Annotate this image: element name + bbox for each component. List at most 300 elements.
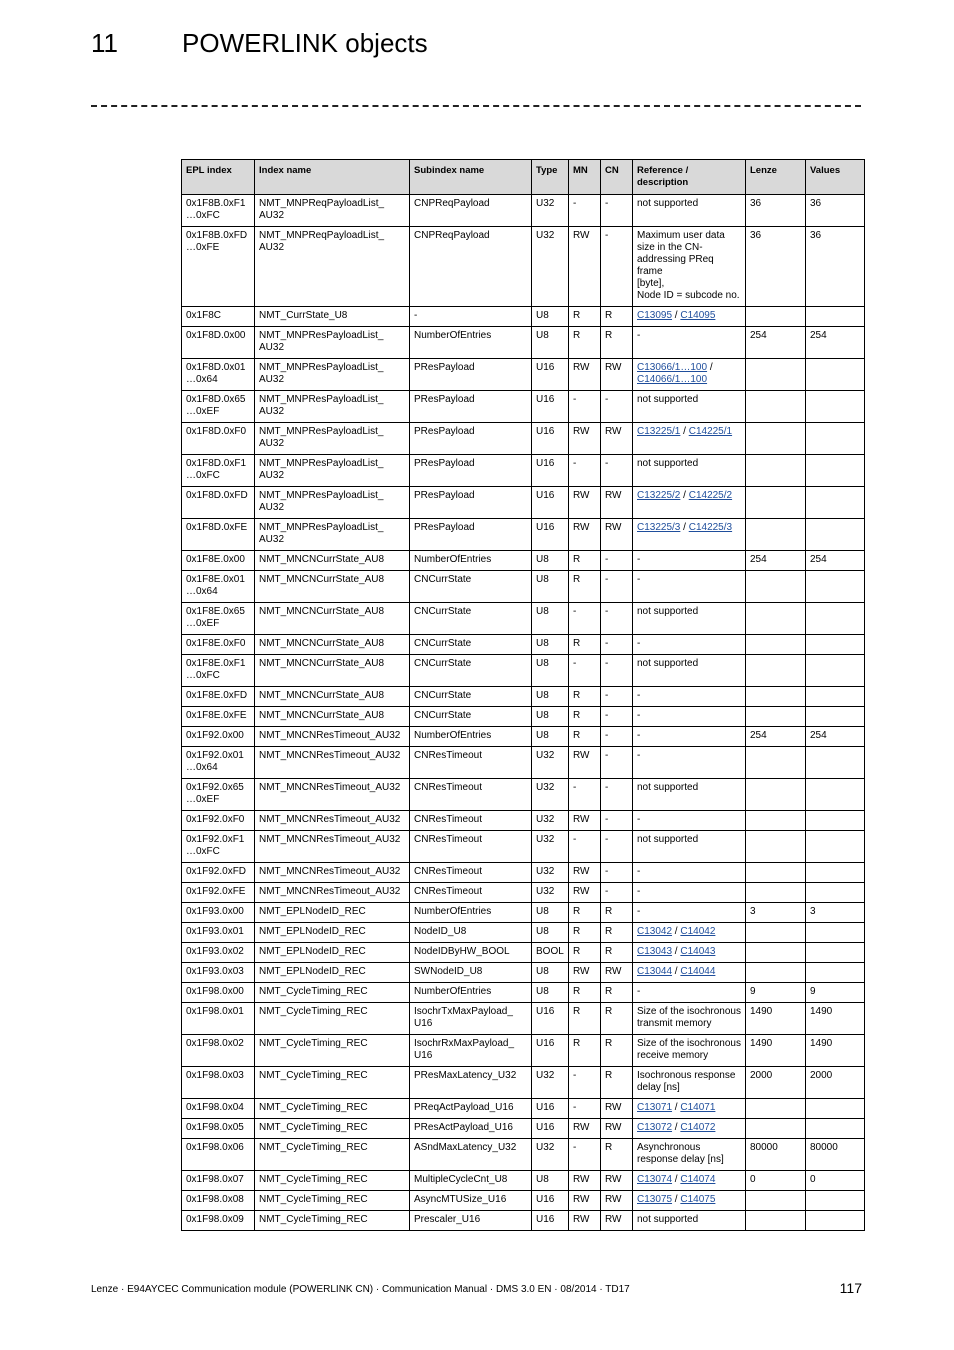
code-link[interactable]: C14071: [680, 1102, 716, 1113]
type-cell: U16: [532, 1191, 569, 1211]
reference-cell: [633, 1191, 746, 1211]
reference-cell: not supported: [633, 831, 746, 863]
reference-cell: -: [633, 551, 746, 571]
reference-cell: not supported: [633, 455, 746, 487]
subindex-name-cell: CNResTimeout: [410, 779, 532, 811]
lenze-cell: [746, 455, 806, 487]
index-name-cell: NMT_MNCNResTimeout_AU32: [255, 811, 410, 831]
reference-line: C13225/1 / C14225/1: [637, 426, 733, 437]
code-link[interactable]: C13225/1: [637, 426, 681, 437]
subindex-name-cell: MultipleCycleCnt_U8: [410, 1171, 532, 1191]
index-name-cell: NMT_CycleTiming_REC: [255, 1035, 410, 1067]
epl-index-cell: 0x1F92.0xF0: [182, 811, 255, 831]
type-cell: U32: [532, 227, 569, 307]
table-row: [182, 1003, 865, 1035]
mn-cell: R: [569, 327, 601, 359]
table-row: [182, 983, 865, 1003]
reference-line: C13042 / C14042: [637, 926, 716, 937]
reference-cell: [633, 923, 746, 943]
subindex-name-cell: CNPReqPayload: [410, 195, 532, 227]
index-name-cell: NMT_CycleTiming_REC: [255, 1067, 410, 1099]
code-link[interactable]: C14225/1: [688, 426, 733, 437]
epl-index-cell: 0x1F8E.0x01 …0x64: [182, 571, 255, 603]
cn-cell: -: [601, 831, 633, 863]
lenze-cell: 3: [746, 903, 806, 923]
type-cell: U8: [532, 551, 569, 571]
type-cell: U16: [532, 423, 569, 455]
table-row: [182, 1171, 865, 1191]
reference-cell: [633, 1119, 746, 1139]
col-header-subindex-name: Subindex name: [410, 160, 532, 195]
index-name-cell: NMT_EPLNodeID_REC: [255, 963, 410, 983]
objects-table: [181, 159, 865, 1231]
type-cell: U16: [532, 359, 569, 391]
table-row: [182, 1119, 865, 1139]
reference-cell: [633, 359, 746, 391]
reference-cell: Asynchronous response delay [ns]: [633, 1139, 746, 1171]
index-name-cell: NMT_MNCNCurrState_AU8: [255, 635, 410, 655]
type-cell: U16: [532, 1119, 569, 1139]
code-link[interactable]: C14095: [680, 310, 716, 321]
lenze-cell: [746, 747, 806, 779]
reference-cell: Size of the isochronous receive memory: [633, 1035, 746, 1067]
mn-cell: RW: [569, 963, 601, 983]
values-cell: [806, 747, 865, 779]
lenze-cell: 36: [746, 227, 806, 307]
cn-cell: -: [601, 571, 633, 603]
mn-cell: RW: [569, 1211, 601, 1231]
index-name-cell: NMT_MNPResPayloadList_ AU32: [255, 423, 410, 455]
cn-cell: -: [601, 747, 633, 779]
mn-cell: R: [569, 903, 601, 923]
mn-cell: RW: [569, 423, 601, 455]
type-cell: U32: [532, 831, 569, 863]
code-link[interactable]: C14042: [680, 926, 716, 937]
epl-index-cell: 0x1F98.0x07: [182, 1171, 255, 1191]
reference-line: C13043 / C14043: [637, 946, 716, 957]
table-row: [182, 455, 865, 487]
type-cell: U32: [532, 747, 569, 779]
lenze-cell: [746, 423, 806, 455]
subindex-name-cell: NumberOfEntries: [410, 727, 532, 747]
values-cell: [806, 1119, 865, 1139]
cn-cell: R: [601, 1003, 633, 1035]
values-cell: [806, 687, 865, 707]
epl-index-cell: 0x1F8D.0xFD: [182, 487, 255, 519]
type-cell: U32: [532, 1139, 569, 1171]
cn-cell: R: [601, 1067, 633, 1099]
header-divider: [91, 105, 861, 107]
code-link[interactable]: C13066/1…100: [637, 362, 708, 373]
type-cell: U16: [532, 519, 569, 551]
mn-cell: R: [569, 707, 601, 727]
reference-cell: -: [633, 811, 746, 831]
mn-cell: -: [569, 603, 601, 635]
cn-cell: RW: [601, 1191, 633, 1211]
lenze-cell: [746, 1119, 806, 1139]
subindex-name-cell: PResActPayload_U16: [410, 1119, 532, 1139]
subindex-name-cell: PResMaxLatency_U32: [410, 1067, 532, 1099]
reference-cell: [633, 1099, 746, 1119]
values-cell: [806, 963, 865, 983]
code-link[interactable]: C13095: [637, 310, 673, 321]
type-cell: U8: [532, 727, 569, 747]
epl-index-cell: 0x1F8D.0x01 …0x64: [182, 359, 255, 391]
mn-cell: RW: [569, 519, 601, 551]
code-link[interactable]: C14043: [680, 946, 716, 957]
type-cell: U16: [532, 487, 569, 519]
cn-cell: -: [601, 391, 633, 423]
reference-cell: -: [633, 327, 746, 359]
cn-cell: -: [601, 779, 633, 811]
mn-cell: RW: [569, 747, 601, 779]
reference-cell: [633, 943, 746, 963]
reference-line: C13225/2 / C14225/2: [637, 490, 733, 501]
index-name-cell: NMT_CycleTiming_REC: [255, 1211, 410, 1231]
mn-cell: R: [569, 727, 601, 747]
mn-cell: RW: [569, 1191, 601, 1211]
index-name-cell: NMT_MNPResPayloadList_ AU32: [255, 519, 410, 551]
type-cell: U16: [532, 391, 569, 423]
lenze-cell: 254: [746, 327, 806, 359]
subindex-name-cell: AsyncMTUSize_U16: [410, 1191, 532, 1211]
lenze-cell: [746, 687, 806, 707]
reference-cell: [633, 423, 746, 455]
cn-cell: RW: [601, 1171, 633, 1191]
code-link[interactable]: C14225/3: [688, 522, 733, 533]
cn-cell: -: [601, 727, 633, 747]
type-cell: U8: [532, 903, 569, 923]
table-row: [182, 1035, 865, 1067]
subindex-name-cell: PResPayload: [410, 423, 532, 455]
type-cell: U32: [532, 195, 569, 227]
lenze-cell: 1490: [746, 1003, 806, 1035]
index-name-cell: NMT_MNPResPayloadList_ AU32: [255, 359, 410, 391]
cn-cell: RW: [601, 519, 633, 551]
type-cell: U32: [532, 779, 569, 811]
table-row: [182, 811, 865, 831]
subindex-name-cell: NodeID_U8: [410, 923, 532, 943]
table-row: [182, 923, 865, 943]
cn-cell: -: [601, 707, 633, 727]
code-link[interactable]: C13225/2: [637, 490, 681, 501]
values-cell: [806, 391, 865, 423]
cn-cell: -: [601, 655, 633, 687]
subindex-name-cell: CNCurrState: [410, 603, 532, 635]
mn-cell: R: [569, 1035, 601, 1067]
type-cell: U32: [532, 863, 569, 883]
table-row: [182, 943, 865, 963]
epl-index-cell: 0x1F8B.0xF1 …0xFC: [182, 195, 255, 227]
table-row: [182, 391, 865, 423]
type-cell: U8: [532, 983, 569, 1003]
index-name-cell: NMT_CycleTiming_REC: [255, 1191, 410, 1211]
type-cell: U8: [532, 687, 569, 707]
subindex-name-cell: CNResTimeout: [410, 863, 532, 883]
epl-index-cell: 0x1F8E.0x65 …0xEF: [182, 603, 255, 635]
values-cell: 254: [806, 551, 865, 571]
mn-cell: R: [569, 983, 601, 1003]
cn-cell: R: [601, 983, 633, 1003]
code-link[interactable]: C14066/1…100: [637, 374, 708, 385]
index-name-cell: NMT_CycleTiming_REC: [255, 1099, 410, 1119]
cn-cell: R: [601, 327, 633, 359]
index-name-cell: NMT_MNPResPayloadList_ AU32: [255, 487, 410, 519]
reference-cell: -: [633, 883, 746, 903]
table-row: [182, 707, 865, 727]
values-cell: 1490: [806, 1003, 865, 1035]
values-cell: 254: [806, 327, 865, 359]
values-cell: [806, 923, 865, 943]
mn-cell: R: [569, 307, 601, 327]
reference-line: C13225/3 / C14225/3: [637, 522, 733, 533]
epl-index-cell: 0x1F8B.0xFD …0xFE: [182, 227, 255, 307]
index-name-cell: NMT_CycleTiming_REC: [255, 1139, 410, 1171]
lenze-cell: 254: [746, 551, 806, 571]
table-row: [182, 747, 865, 779]
type-cell: U32: [532, 883, 569, 903]
index-name-cell: NMT_MNPResPayloadList_ AU32: [255, 391, 410, 423]
reference-cell: -: [633, 903, 746, 923]
values-cell: [806, 519, 865, 551]
values-cell: 0: [806, 1171, 865, 1191]
mn-cell: RW: [569, 227, 601, 307]
table-row: [182, 779, 865, 811]
col-header-values: Values: [806, 160, 865, 195]
epl-index-cell: 0x1F93.0x03: [182, 963, 255, 983]
lenze-cell: [746, 391, 806, 423]
table-row: [182, 227, 865, 307]
mn-cell: RW: [569, 883, 601, 903]
epl-index-cell: 0x1F98.0x06: [182, 1139, 255, 1171]
lenze-cell: [746, 831, 806, 863]
subindex-name-cell: PReqActPayload_U16: [410, 1099, 532, 1119]
index-name-cell: NMT_MNPReqPayloadList_ AU32: [255, 195, 410, 227]
table-row: [182, 635, 865, 655]
cn-cell: R: [601, 307, 633, 327]
subindex-name-cell: Prescaler_U16: [410, 1211, 532, 1231]
values-cell: 3: [806, 903, 865, 923]
reference-line: C13095 / C14095: [637, 310, 716, 321]
lenze-cell: [746, 655, 806, 687]
subindex-name-cell: CNCurrState: [410, 655, 532, 687]
mn-cell: R: [569, 635, 601, 655]
epl-index-cell: 0x1F93.0x02: [182, 943, 255, 963]
reference-cell: Maximum user data size in the CN- addressing PReq frame [byte], Node ID = subcode no.: [633, 227, 746, 307]
values-cell: 254: [806, 727, 865, 747]
lenze-cell: [746, 943, 806, 963]
table-row: [182, 1099, 865, 1119]
cn-cell: RW: [601, 1099, 633, 1119]
table-row: [182, 423, 865, 455]
col-header-epl-index: EPL index: [182, 160, 255, 195]
subindex-name-cell: CNResTimeout: [410, 747, 532, 779]
mn-cell: RW: [569, 863, 601, 883]
table-row: [182, 963, 865, 983]
epl-index-cell: 0x1F98.0x08: [182, 1191, 255, 1211]
reference-cell: -: [633, 727, 746, 747]
type-cell: U32: [532, 1067, 569, 1099]
values-cell: [806, 863, 865, 883]
values-cell: [806, 1211, 865, 1231]
values-cell: [806, 455, 865, 487]
subindex-name-cell: -: [410, 307, 532, 327]
code-link[interactable]: C13225/3: [637, 522, 681, 533]
table-row: [182, 863, 865, 883]
type-cell: U8: [532, 327, 569, 359]
subindex-name-cell: NumberOfEntries: [410, 983, 532, 1003]
subindex-name-cell: ASndMaxLatency_U32: [410, 1139, 532, 1171]
cn-cell: RW: [601, 359, 633, 391]
cn-cell: -: [601, 811, 633, 831]
type-cell: U8: [532, 963, 569, 983]
lenze-cell: [746, 863, 806, 883]
mn-cell: RW: [569, 1119, 601, 1139]
cn-cell: RW: [601, 1211, 633, 1231]
mn-cell: R: [569, 571, 601, 603]
index-name-cell: NMT_CycleTiming_REC: [255, 1003, 410, 1035]
type-cell: BOOL: [532, 943, 569, 963]
mn-cell: -: [569, 1139, 601, 1171]
reference-cell: [633, 1171, 746, 1191]
cn-cell: R: [601, 923, 633, 943]
subindex-name-cell: PResPayload: [410, 455, 532, 487]
subindex-name-cell: PResPayload: [410, 391, 532, 423]
table-row: [182, 571, 865, 603]
code-link[interactable]: C14044: [680, 966, 716, 977]
subindex-name-cell: CNResTimeout: [410, 831, 532, 863]
code-link[interactable]: C13071: [637, 1102, 673, 1113]
table-row: [182, 307, 865, 327]
cn-cell: -: [601, 195, 633, 227]
cn-cell: R: [601, 1035, 633, 1067]
values-cell: [806, 831, 865, 863]
type-cell: U8: [532, 571, 569, 603]
subindex-name-cell: IsochrTxMaxPayload_ U16: [410, 1003, 532, 1035]
values-cell: [806, 779, 865, 811]
col-header-reference: Reference / description: [633, 160, 746, 195]
code-link[interactable]: C13075: [637, 1194, 673, 1205]
subindex-name-cell: CNCurrState: [410, 687, 532, 707]
reference-line: C13074 / C14074: [637, 1174, 716, 1185]
epl-index-cell: 0x1F92.0x00: [182, 727, 255, 747]
index-name-cell: NMT_MNCNCurrState_AU8: [255, 707, 410, 727]
values-cell: [806, 635, 865, 655]
chapter-title: POWERLINK objects: [182, 28, 428, 58]
code-link[interactable]: C14072: [680, 1122, 716, 1133]
code-link[interactable]: C14075: [680, 1194, 716, 1205]
reference-cell: [633, 487, 746, 519]
lenze-cell: 9: [746, 983, 806, 1003]
code-link[interactable]: C13044: [637, 966, 673, 977]
reference-cell: -: [633, 687, 746, 707]
table-row: [182, 1067, 865, 1099]
index-name-cell: NMT_MNCNResTimeout_AU32: [255, 863, 410, 883]
index-name-cell: NMT_MNCNCurrState_AU8: [255, 551, 410, 571]
lenze-cell: [746, 707, 806, 727]
subindex-name-cell: CNResTimeout: [410, 811, 532, 831]
values-cell: [806, 943, 865, 963]
type-cell: U8: [532, 655, 569, 687]
values-cell: [806, 487, 865, 519]
cn-cell: -: [601, 635, 633, 655]
col-header-index-name: Index name: [255, 160, 410, 195]
epl-index-cell: 0x1F8D.0xF1 …0xFC: [182, 455, 255, 487]
reference-line: C13075 / C14075: [637, 1194, 716, 1205]
cn-cell: RW: [601, 423, 633, 455]
mn-cell: -: [569, 455, 601, 487]
type-cell: U16: [532, 1003, 569, 1035]
type-cell: U8: [532, 923, 569, 943]
epl-index-cell: 0x1F8E.0x00: [182, 551, 255, 571]
reference-cell: Size of the isochronous transmit memory: [633, 1003, 746, 1035]
lenze-cell: [746, 1211, 806, 1231]
table-row: [182, 831, 865, 863]
subindex-name-cell: SWNodeID_U8: [410, 963, 532, 983]
values-cell: 1490: [806, 1035, 865, 1067]
index-name-cell: NMT_CycleTiming_REC: [255, 983, 410, 1003]
subindex-name-cell: PResPayload: [410, 519, 532, 551]
values-cell: 2000: [806, 1067, 865, 1099]
mn-cell: RW: [569, 811, 601, 831]
type-cell: U8: [532, 1171, 569, 1191]
index-name-cell: NMT_EPLNodeID_REC: [255, 943, 410, 963]
values-cell: 80000: [806, 1139, 865, 1171]
mn-cell: RW: [569, 359, 601, 391]
reference-cell: not supported: [633, 391, 746, 423]
epl-index-cell: 0x1F8D.0xFE: [182, 519, 255, 551]
index-name-cell: NMT_CurrState_U8: [255, 307, 410, 327]
code-link[interactable]: C14074: [680, 1174, 716, 1185]
cn-cell: -: [601, 603, 633, 635]
cn-cell: RW: [601, 487, 633, 519]
code-link[interactable]: C14225/2: [688, 490, 733, 501]
mn-cell: -: [569, 779, 601, 811]
type-cell: U16: [532, 1211, 569, 1231]
values-cell: [806, 811, 865, 831]
table-row: [182, 883, 865, 903]
mn-cell: -: [569, 195, 601, 227]
subindex-name-cell: NodeIDByHW_BOOL: [410, 943, 532, 963]
epl-index-cell: 0x1F98.0x09: [182, 1211, 255, 1231]
lenze-cell: 0: [746, 1171, 806, 1191]
table-row: [182, 687, 865, 707]
index-name-cell: NMT_CycleTiming_REC: [255, 1119, 410, 1139]
values-cell: [806, 307, 865, 327]
reference-cell: not supported: [633, 1211, 746, 1231]
epl-index-cell: 0x1F8C: [182, 307, 255, 327]
lenze-cell: [746, 1099, 806, 1119]
values-cell: [806, 423, 865, 455]
code-link[interactable]: C13042: [637, 926, 673, 937]
lenze-cell: [746, 811, 806, 831]
table-row: [182, 1191, 865, 1211]
table-row: [182, 195, 865, 227]
code-link[interactable]: C13074: [637, 1174, 673, 1185]
epl-index-cell: 0x1F8E.0xFD: [182, 687, 255, 707]
col-header-mn: MN: [569, 160, 601, 195]
table-row: [182, 487, 865, 519]
code-link[interactable]: C13043: [637, 946, 673, 957]
index-name-cell: NMT_MNCNResTimeout_AU32: [255, 779, 410, 811]
index-name-cell: NMT_MNPResPayloadList_ AU32: [255, 327, 410, 359]
reference-cell: -: [633, 571, 746, 603]
cn-cell: R: [601, 943, 633, 963]
code-link[interactable]: C13072: [637, 1122, 673, 1133]
reference-line: C13044 / C14044: [637, 966, 716, 977]
values-cell: [806, 1191, 865, 1211]
cn-cell: -: [601, 687, 633, 707]
